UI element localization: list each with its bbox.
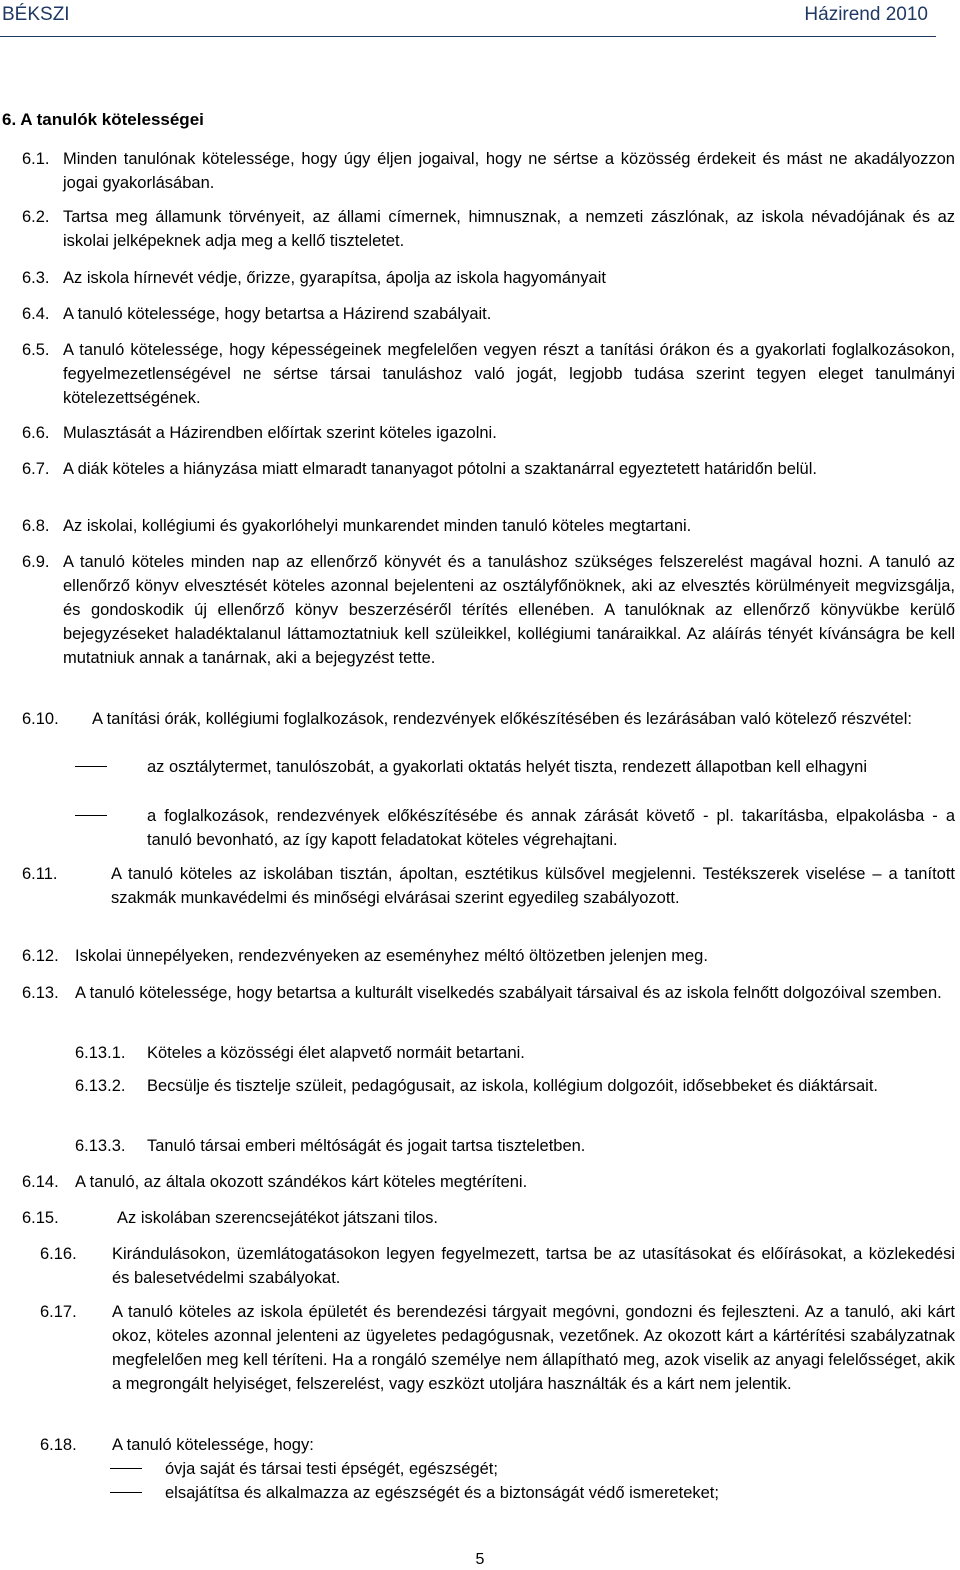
bullet-text: a foglalkozások, rendezvények előkészítésébe és annak zárását követő - pl. takarításba, elpakolásba - a tanuló bevonható, az így kapott feladatokat köteles végrehajtani. (147, 807, 955, 849)
list-item (22, 338, 955, 410)
header-right: Házirend 2010 (804, 4, 928, 25)
dash-marker (110, 1492, 142, 1493)
page-number: 5 (475, 1551, 485, 1568)
bullet-text: óvja saját és társai testi épségét, egészségét; (165, 1460, 498, 1478)
item-number: 6.8. (22, 517, 50, 535)
header-rule (0, 36, 936, 37)
dash-marker (75, 766, 107, 767)
item-text: A tanuló köteles az iskolában tisztán, ápoltan, esztétikus külsővel megjelenni. Testékszerek viselése – a tanított szakmák munkavédelmi és minőségi elvárásai szerint egyedileg szabályozott. (111, 865, 955, 907)
item-text: A tanuló, az általa okozott szándékos kárt köteles megtéríteni. (75, 1173, 528, 1191)
item-text: A tanuló köteles az iskola épületét és berendezési tárgyait megóvni, gondozni és fejleszteni. Az a tanuló, aki kárt okoz, köteles azonnal jelenteni az ügyeletes pedagógusnak, vezetőnek. Az okozott kárt a kártérítési szabályzatnak megfelelően meg kell téríteni. Ha a rongáló személye nem állapítható meg, azok viselik az anyagi felelősséget, akik a megrongált helyiséget, felszerelést, vagy eszközt utoljára használták és a kárt nem jelentik. (112, 1303, 955, 1393)
item-text: Minden tanulónak kötelessége, hogy úgy éljen jogaival, hogy ne sértse a közösség érdekeit és mást ne akadályozzon jogai gyakorlásában. (63, 150, 955, 192)
item-number: 6.2. (22, 208, 50, 226)
item-number: 6.16. (40, 1245, 77, 1263)
bullet-item (110, 1481, 955, 1505)
item-text: Mulasztását a Házirendben előírtak szerint köteles igazolni. (63, 424, 497, 442)
dash-marker (110, 1468, 142, 1469)
item-number: 6.3. (22, 269, 50, 287)
list-item (22, 862, 955, 910)
header-left: BÉKSZI (2, 4, 70, 25)
item-text: Kirándulásokon, üzemlátogatásokon legyen fegyelmezett, tartsa be az utasításokat és előírásokat, a közlekedési és balesetvédelmi szabályokat. (112, 1245, 955, 1287)
item-text: A tanítási órák, kollégiumi foglalkozások, rendezvények előkészítésében és lezárásában való kötelező részvétel: (92, 710, 912, 728)
list-item (40, 1433, 955, 1457)
item-text: A tanuló kötelessége, hogy: (112, 1436, 314, 1454)
list-item (22, 514, 955, 538)
list-item (22, 944, 955, 968)
bullet-item (110, 1457, 955, 1481)
item-text: Az iskola hírnevét védje, őrizze, gyarapítsa, ápolja az iskola hagyományait (63, 269, 606, 287)
item-number: 6.13.1. (75, 1044, 126, 1062)
list-item (22, 457, 955, 481)
list-item (22, 421, 955, 445)
list-item (40, 1242, 955, 1290)
item-text: Az iskolában szerencsejátékot játszani tilos. (117, 1209, 438, 1227)
bullet-text: az osztálytermet, tanulószobát, a gyakorlati oktatás helyét tiszta, rendezett állapotban kell elhagyni (147, 758, 867, 776)
section-title: 6. A tanulók kötelességei (2, 110, 204, 129)
dash-marker (75, 815, 107, 816)
list-item (22, 981, 955, 1005)
item-number: 6.12. (22, 947, 59, 965)
item-number: 6.1. (22, 150, 50, 168)
bullet-item (75, 755, 955, 779)
list-item (75, 1134, 955, 1158)
item-number: 6.17. (40, 1303, 77, 1321)
item-text: A tanuló kötelessége, hogy betartsa a kulturált viselkedés szabályait társaival és az iskola felnőtt dolgozóival szemben. (75, 984, 942, 1002)
item-text: Tartsa meg államunk törvényeit, az állami címernek, himnusznak, a nemzeti zászlónak, az iskola névadójának és az iskolai jelképeknek adja meg a kellő tiszteletet. (63, 208, 955, 250)
list-item (22, 266, 955, 290)
item-text: Az iskolai, kollégiumi és gyakorlóhelyi munkarendet minden tanuló köteles megtartani. (63, 517, 692, 535)
item-number: 6.4. (22, 305, 50, 323)
list-item (22, 1170, 955, 1194)
item-number: 6.18. (40, 1436, 77, 1454)
item-text: A diák köteles a hiányzása miatt elmaradt tananyagot pótolni a szaktanárral egyeztetett határidőn belül. (63, 460, 817, 478)
item-number: 6.9. (22, 553, 50, 571)
item-number: 6.11. (22, 865, 58, 883)
list-item (22, 707, 955, 731)
list-item (22, 1206, 955, 1230)
list-item (40, 1300, 955, 1396)
item-text: A tanuló köteles minden nap az ellenőrző könyvét és a tanuláshoz szükséges felszerelést magával hozni. A tanuló az ellenőrző könyv elvesztését köteles azonnal bejelenteni az osztályfőnöknek, aki az elvesztés körülményeit megvizsgálja, és gondoskodik új ellenőrző könyv beszerzéséről térítés ellenében. A tanulóknak az ellenőrző könyvükbe kerülő bejegyzéseket haladéktalanul láttamoztatniuk kell szüleikkel, kollégiumi tanáraikkal. Az aláírás tényét kívánságra be kell mutatniuk annak a tanárnak, aki a bejegyzést tette. (63, 553, 955, 667)
item-number: 6.14. (22, 1173, 59, 1191)
item-text: A tanuló kötelessége, hogy betartsa a Házirend szabályait. (63, 305, 492, 323)
item-number: 6.13.2. (75, 1077, 126, 1095)
item-number: 6.6. (22, 424, 50, 442)
list-item (22, 205, 955, 253)
item-text: A tanuló kötelessége, hogy képességeinek megfelelően vegyen részt a tanítási órákon és a gyakorlati foglalkozásokon, fegyelmezetlenségével ne sértse társai tanuláshoz való jogát, legjobb tudása szerint tegyen eleget tanulmányi kötelezettségének. (63, 341, 955, 407)
item-text: Iskolai ünnepélyeken, rendezvényeken az eseményhez méltó öltözetben jelenjen meg. (75, 947, 708, 965)
item-number: 6.10. (22, 710, 59, 728)
item-number: 6.13.3. (75, 1137, 126, 1155)
item-text: Becsülje és tisztelje szüleit, pedagógusait, az iskola, kollégium dolgozóit, idősebbeket és diáktársait. (147, 1077, 878, 1095)
list-item (22, 147, 955, 195)
list-item (22, 302, 955, 326)
bullet-item (75, 804, 955, 852)
item-number: 6.15. (22, 1209, 59, 1227)
item-text: Tanuló társai emberi méltóságát és jogait tartsa tiszteletben. (147, 1137, 586, 1155)
item-number: 6.13. (22, 984, 59, 1002)
item-number: 6.5. (22, 341, 50, 359)
list-item (75, 1074, 955, 1098)
list-item (22, 550, 955, 670)
item-number: 6.7. (22, 460, 50, 478)
page-header (0, 0, 960, 34)
item-text: Köteles a közösségi élet alapvető normáit betartani. (147, 1044, 525, 1062)
bullet-text: elsajátítsa és alkalmazza az egészségét és a biztonságát védő ismereteket; (165, 1484, 719, 1502)
list-item (75, 1041, 955, 1065)
